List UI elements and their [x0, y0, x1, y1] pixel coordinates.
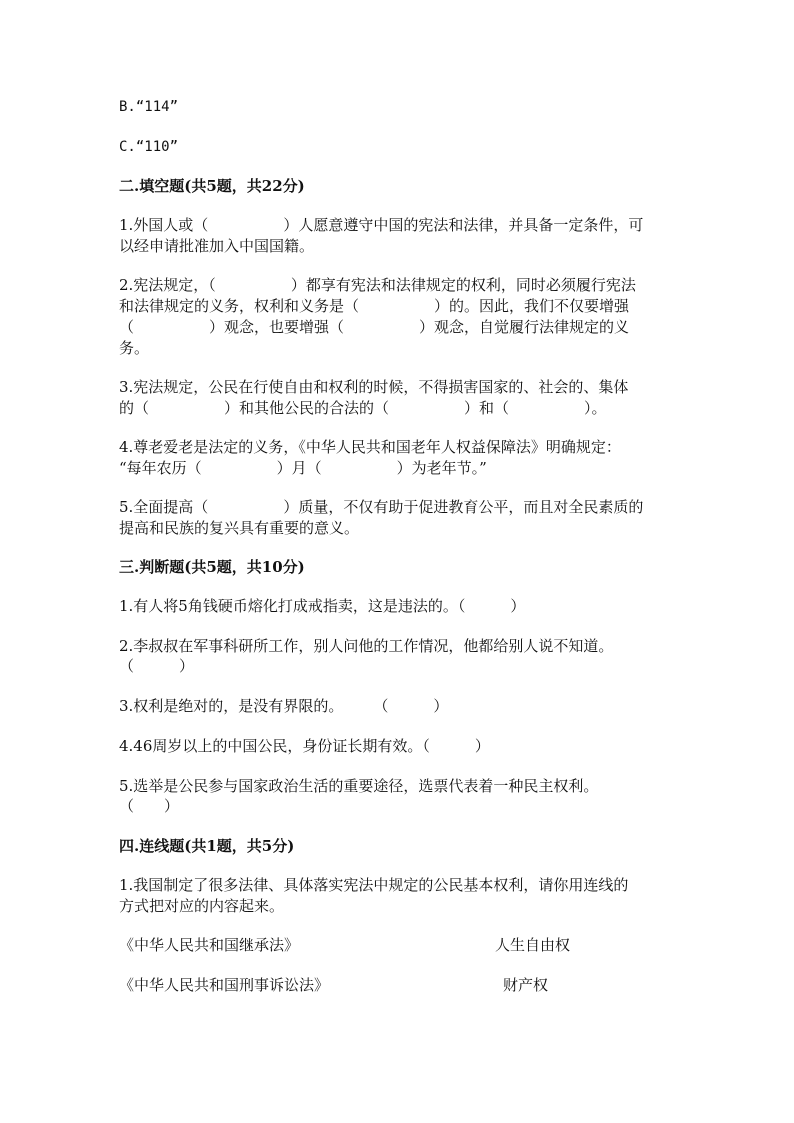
match-right-item-1: 人生自由权	[495, 936, 571, 954]
judge-q5-line1: 5.选举是公民参与国家政治生活的重要途径，选票代表着一种民主权利。	[119, 777, 599, 795]
fill-q2-line1: 2.宪法规定，（ ）都享有宪法和法律规定的权利，同时必须履行宪法	[119, 276, 636, 294]
fill-q3-line2: 的（ ）和其他公民的合法的（ ）和（ ）。	[119, 399, 607, 417]
match-left-item-1: 《中华人民共和国继承法》	[119, 936, 300, 954]
judge-q2-line2: （ ）	[119, 657, 195, 675]
judge-q1: 1.有人将5角钱硬币熔化打成戒指卖，这是违法的。（ ）	[119, 597, 526, 615]
judge-q3: 3.权利是绝对的，是没有界限的。 （ ）	[119, 697, 449, 715]
fill-q3-line1: 3.宪法规定，公民在行使自由和权利的时候，不得损害国家的、社会的、集体	[119, 378, 629, 396]
match-left-item-2: 《中华人民共和国刑事诉讼法》	[119, 976, 330, 994]
section2-heading: 二.填空题(共5题，共22分)	[119, 177, 305, 195]
judge-q2-line1: 2.李叔叔在军事科研所工作，别人问他的工作情况，他都给别人说不知道。	[119, 637, 614, 655]
fill-q2-line3: （ ）观念，也要增强（ ）观念，自觉履行法律规定的义	[119, 318, 630, 336]
fill-q2-line2: 和法律规定的义务，权利和义务是（ ）的。因此，我们不仅要增强	[119, 297, 630, 315]
fill-q1-line1: 1.外国人或（ ）人愿意遵守中国的宪法和法律，并具备一定条件，可	[119, 216, 644, 234]
match-right-item-2: 财产权	[503, 976, 549, 994]
fill-q4-line1: 4.尊老爱老是法定的义务，《中华人民共和国老年人权益保障法》明确规定：	[119, 438, 621, 456]
fill-q1-line2: 以经申请批准加入中国国籍。	[119, 237, 315, 255]
option-b: B.“114”	[119, 99, 179, 115]
fill-q2-line4: 务。	[119, 339, 150, 357]
fill-q4-line2: “每年农历（ ）月（ ）为老年节。”	[119, 459, 487, 477]
fill-q5-line2: 提高和民族的复兴具有重要的意义。	[119, 519, 360, 537]
judge-q5-line2: （ ）	[119, 797, 180, 815]
fill-q5-line1: 5.全面提高（ ）质量，不仅有助于促进教育公平，而且对全民素质的	[119, 498, 644, 516]
option-c: C.“110”	[119, 139, 179, 155]
section3-heading: 三.判断题(共5题，共10分)	[119, 558, 305, 576]
match-q1-line2: 方式把对应的内容起来。	[119, 897, 285, 915]
match-q1-line1: 1.我国制定了很多法律、具体落实宪法中规定的公民基本权利，请你用连线的	[119, 876, 629, 894]
section4-heading: 四.连线题(共1题，共5分)	[119, 837, 295, 855]
judge-q4: 4.46周岁以上的中国公民，身份证长期有效。（ ）	[119, 737, 490, 755]
